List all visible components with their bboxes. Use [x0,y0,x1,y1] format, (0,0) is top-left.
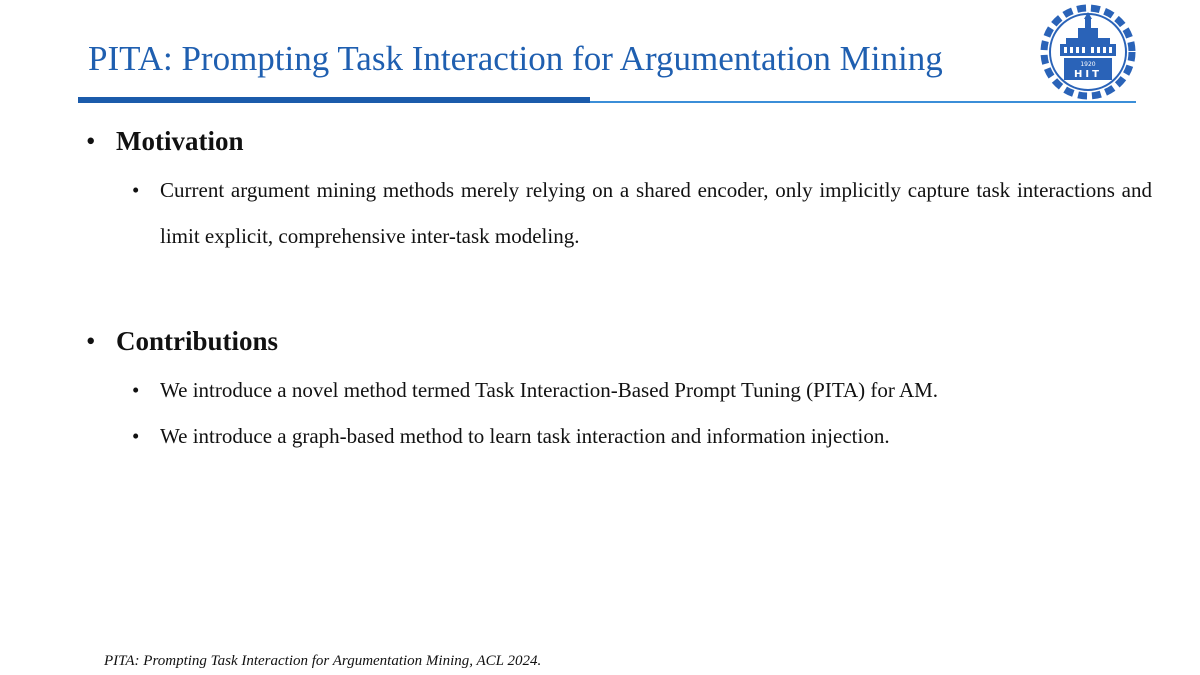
section-heading-contributions [86,324,278,358]
list-item [132,413,1152,459]
bullet-icon: • [86,126,96,156]
list-item-text: We introduce a novel method termed Task Interaction-Based Prompt Tuning (PITA) for AM. [160,378,939,402]
bullet-icon: • [132,178,140,202]
hit-university-logo [1038,2,1138,102]
bullet-icon: • [132,424,140,448]
list-item [132,167,1152,259]
section-heading-motivation [86,124,244,158]
section-heading-text: Motivation [116,126,244,156]
bullet-icon: • [132,378,140,402]
list-item-text: We introduce a graph-based method to learn task interaction and information injection. [160,424,890,448]
list-item-text: Current argument mining methods merely relying on a shared encoder, only implicitly capture task interactions and limit explicit, comprehensive inter-task modeling. [160,178,1152,248]
citation-footer: PITA: Prompting Task Interaction for Argumentation Mining, ACL 2024. [104,653,542,669]
logo-name: HIT [1074,69,1102,80]
list-item [132,367,1152,413]
title-underline-thick [78,97,590,103]
slide-title: PITA: Prompting Task Interaction for Argumentation Mining [88,39,943,78]
section-heading-text: Contributions [116,326,279,356]
logo-year: 1920 [1080,61,1096,68]
bullet-icon: • [86,326,96,356]
